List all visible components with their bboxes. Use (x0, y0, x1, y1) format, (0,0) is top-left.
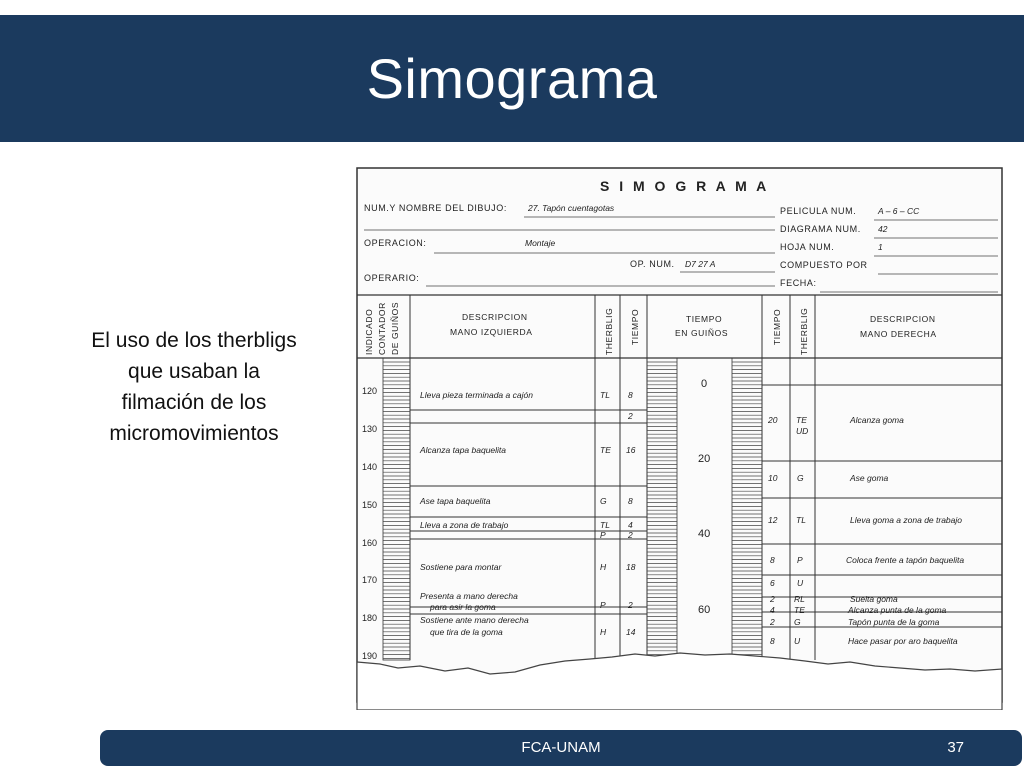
left-row-9-desc: Sostiene ante mano derecha (420, 615, 529, 625)
right-row-9-desc: Hace pasar por aro baquelita (848, 636, 958, 646)
left-row-4-time: 8 (628, 496, 633, 506)
counter-label-130: 130 (362, 424, 378, 434)
operation-value: Montaje (525, 238, 556, 248)
left-desc-header-2: MANO IZQUIERDA (450, 327, 533, 337)
right-row-8-therblig: G (794, 617, 801, 627)
left-row-8-desc2: para asir la goma (430, 602, 496, 612)
right-row-3-therblig: TL (796, 515, 806, 525)
footer-bar (100, 730, 1022, 766)
left-row-4-desc: Ase tapa baquelita (420, 496, 491, 506)
left-desc-header-1: DESCRIPCION (462, 312, 528, 322)
drawing-value: 27. Tapón cuentagotas (528, 203, 615, 213)
film-value: A – 6 – CC (878, 206, 920, 216)
operation-label: OPERACION: (364, 238, 427, 248)
right-row-2-desc: Ase goma (850, 473, 889, 483)
therblig-header-right: THERBLIG (799, 307, 809, 355)
drawing-label: NUM.Y NOMBRE DEL DIBUJO: (364, 203, 507, 213)
left-row-4-therblig: G (600, 496, 607, 506)
counter-label-190: 190 (362, 651, 378, 661)
operator-label: OPERARIO: (364, 273, 420, 283)
right-row-3-desc: Lleva goma a zona de trabajo (850, 515, 962, 525)
left-row-9-desc2: que tira de la goma (430, 627, 503, 637)
film-label: PELICULA NUM. (780, 206, 857, 216)
right-row-8-time: 2 (770, 617, 775, 627)
opnum-value: D7 27 A (685, 259, 716, 269)
left-row-7-therblig: H (600, 562, 607, 572)
right-row-5-time: 6 (770, 578, 775, 588)
left-row-6-therblig: P (600, 530, 606, 540)
right-row-1-desc: Alcanza goma (850, 415, 904, 425)
footer-label: FCA-UNAM (521, 739, 601, 756)
left-row-9-therblig: H (600, 627, 607, 637)
right-row-5-therblig: U (797, 578, 804, 588)
simograma-form (350, 165, 1005, 710)
right-row-9-therblig: U (794, 636, 801, 646)
opnum-label: OP. NUM. (630, 259, 675, 269)
tiempo-header-left: TIEMPO (630, 308, 640, 345)
slide-title: Simograma (366, 47, 658, 110)
title-bar (0, 15, 1024, 142)
right-row-4-time: 8 (770, 555, 775, 565)
right-row-2-time: 10 (768, 473, 778, 483)
left-row-5-therblig: TL (600, 520, 610, 530)
right-row-4-therblig: P (797, 555, 803, 565)
left-row-3-therblig: TE (600, 445, 611, 455)
page-number: 37 (947, 739, 964, 756)
right-row-6-desc: Suelta goma (850, 594, 898, 604)
left-row-3-time: 16 (626, 445, 636, 455)
left-row-7-desc: Sostiene para montar (420, 562, 502, 572)
indicator-header-2: CONTADOR (377, 302, 387, 355)
right-row-1-therblig2: UD (796, 426, 809, 436)
right-row-1-time: 20 (768, 415, 778, 425)
right-row-7-time: 4 (770, 605, 775, 615)
center-header-1: TIEMPO (686, 314, 723, 324)
counter-label-160: 160 (362, 538, 378, 548)
indicator-header-1: INDICADO (364, 308, 374, 355)
right-row-6-therblig: RL (794, 594, 805, 604)
right-row-7-therblig: TE (794, 605, 805, 615)
left-row-5-desc: Lleva a zona de trabajo (420, 520, 509, 530)
right-row-7-desc: Alcanza punta de la goma (848, 605, 947, 615)
diagram-value: 42 (878, 224, 888, 234)
left-row-9-time: 14 (626, 627, 636, 637)
counter-label-120: 120 (362, 386, 378, 396)
left-row-1-time: 8 (628, 390, 633, 400)
left-row-8-desc: Presenta a mano derecha (420, 591, 518, 601)
left-row-1-therblig: TL (600, 390, 610, 400)
left-row-6-time: 2 (628, 530, 633, 540)
tiempo-header-right: TIEMPO (772, 308, 782, 345)
right-row-8-desc: Tapón punta de la goma (848, 617, 940, 627)
composed-label: COMPUESTO POR (780, 260, 868, 270)
left-row-7-time: 18 (626, 562, 636, 572)
form-title: S I M O G R A M A (600, 178, 770, 194)
time-scale-0: 0 (701, 378, 708, 390)
left-row-8-therblig: P (600, 600, 606, 610)
time-scale-40: 40 (698, 528, 711, 540)
right-row-1-therblig: TE (796, 415, 807, 425)
sheet-value: 1 (878, 242, 883, 252)
right-row-9-time: 8 (770, 636, 775, 646)
left-row-5-time: 4 (628, 520, 633, 530)
sheet-label: HOJA NUM. (780, 242, 835, 252)
left-row-1-desc: Lleva pieza terminada a cajón (420, 390, 533, 400)
side-text: El uso de los therbligs que usaban la filmación de los micromovimientos (91, 329, 297, 445)
diagram-label: DIAGRAMA NUM. (780, 224, 861, 234)
left-row-3-desc: Alcanza tapa baquelita (420, 445, 507, 455)
time-scale-20: 20 (698, 453, 711, 465)
center-header-2: EN GUIÑOS (675, 328, 729, 338)
left-row-2-time: 2 (628, 411, 633, 421)
right-row-6-time: 2 (770, 594, 775, 604)
therblig-header-left: THERBLIG (604, 307, 614, 355)
right-row-4-desc: Coloca frente a tapón baquelita (846, 555, 965, 565)
indicator-header-3: DE GUIÑOS (390, 301, 400, 355)
left-row-8-time: 2 (628, 600, 633, 610)
right-row-2-therblig: G (797, 473, 804, 483)
counter-label-150: 150 (362, 500, 378, 510)
counter-label-140: 140 (362, 462, 378, 472)
right-row-3-time: 12 (768, 515, 778, 525)
date-label: FECHA: (780, 278, 817, 288)
right-desc-header-1: DESCRIPCION (870, 314, 936, 324)
time-scale-60: 60 (698, 604, 711, 616)
counter-label-170: 170 (362, 575, 378, 585)
counter-label-180: 180 (362, 613, 378, 623)
right-desc-header-2: MANO DERECHA (860, 329, 937, 339)
